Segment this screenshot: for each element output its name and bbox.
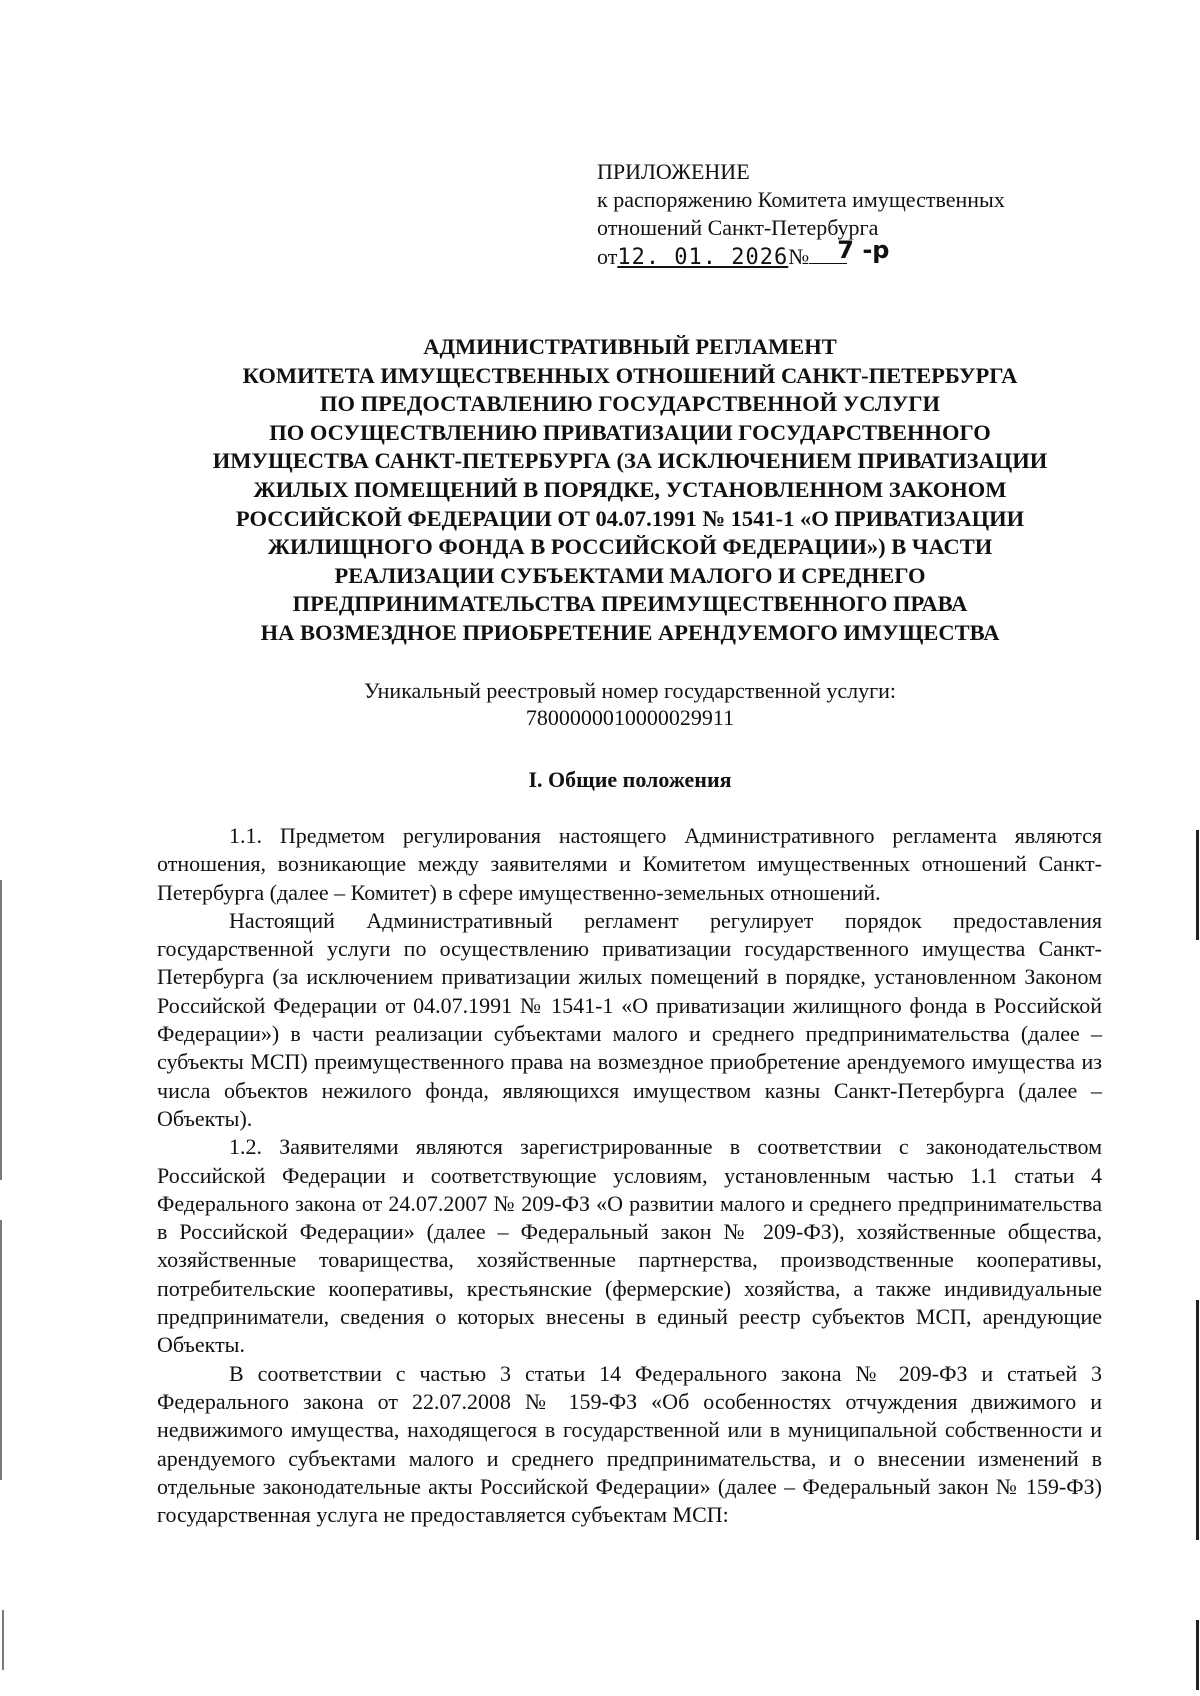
title-line: РЕАЛИЗАЦИИ СУБЪЕКТАМИ МАЛОГО И СРЕДНЕГО: [334, 562, 926, 588]
paragraph: В соответствии с частью 3 статьи 14 Федерального закона № 209-ФЗ и статьей 3 Федерального закона от 22.07.2008 № 159-ФЗ «Об особенностях отчуждения движимого и недвижимого имущества, находящегося в государственной или в муниципальной собственности и арендуемого субъектами малого и среднего предпринимательства, и о внесении изменений в отдельные законодательные акты Российской Федерации» (далее – Федеральный закон № 159-ФЗ) государственная услуга не предоставляется субъектам МСП:: [157, 1360, 1102, 1528]
scan-edge-mark: [1196, 1300, 1199, 1540]
paragraph: 1.2. Заявителями являются зарегистрированные в соответствии с законодательством Российской Федерации и соответствующие условиям, установленным частью 1.1 статьи 4 Федерального закона от 24.07.2007 № 209-ФЗ «О развитии малого и среднего предпринимательства в Российской Федерации» (далее – Федеральный закон № 209-ФЗ), хозяйственные общества, хозяйственные товарищества, хозяйственные партнерства, производственные кооперативы, потребительские кооперативы, крестьянские (фермерские) хозяйства, а также индивидуальные предприниматели, сведения о которых внесены в единый реестр субъектов МСП, арендующие Объекты.: [157, 1134, 1102, 1358]
title-line: ПРЕДПРИНИМАТЕЛЬСТВА ПРЕИМУЩЕСТВЕННОГО ПРАВА: [292, 591, 968, 617]
title-line: КОМИТЕТА ИМУЩЕСТВЕННЫХ ОТНОШЕНИЙ САНКТ-ПЕТЕРБУРГА: [242, 362, 1018, 388]
title-line: ПО ОСУЩЕСТВЛЕНИЮ ПРИВАТИЗАЦИИ ГОСУДАРСТВЕННОГО: [269, 419, 991, 445]
date-prefix: от: [597, 244, 618, 269]
order-number: 7 -р: [837, 236, 890, 264]
registry-block: [150, 677, 1110, 731]
title-line: ЖИЛИЩНОГО ФОНДА В РОССИЙСКОЙ ФЕДЕРАЦИИ») В ЧАСТИ: [267, 534, 993, 560]
order-date: 12. 01. 2026: [617, 245, 789, 270]
document-body: [157, 822, 1102, 1529]
document-title: [150, 333, 1110, 648]
appendix-block: [597, 158, 1117, 272]
paragraph: 1.1. Предметом регулирования настоящего Административного регламента являются отношения, возникающие между заявителями и Комитетом имущественных отношений Санкт-Петербурга (далее – Комитет) в сфере имущественно-земельных отношений.: [157, 823, 1102, 905]
title-line: ЖИЛЫХ ПОМЕЩЕНИЙ В ПОРЯДКЕ, УСТАНОВЛЕННОМ ЗАКОНОМ: [253, 476, 1007, 502]
title-line: НА ВОЗМЕЗДНОЕ ПРИОБРЕТЕНИЕ АРЕНДУЕМОГО ИМУЩЕСТВА: [260, 619, 1000, 645]
number-prefix: №: [788, 244, 810, 269]
order-date-number: [597, 236, 1117, 272]
scan-edge-mark: [1196, 830, 1199, 940]
paragraph: Настоящий Административный регламент регулирует порядок предоставления государственной услуги по осуществлению приватизации государственного имущества Санкт-Петербурга (за исключением приватизации жилых помещений в порядке, установленном Законом Российской Федерации от 04.07.1991 № 1541-1 «О приватизации жилищного фонда в Российской Федерации») в части реализации субъектами малого и среднего предпринимательства (далее – субъекты МСП) преимущественного права на возмездное приобретение арендуемого имущества из числа объектов нежилого фонда, являющихся имуществом казны Санкт-Петербурга (далее – Объекты).: [157, 907, 1102, 1131]
scan-edge-mark: [0, 1220, 2, 1480]
section-heading: I. Общие положения: [528, 767, 732, 792]
scan-edge-mark: [1196, 1620, 1199, 1690]
title-line: ПО ПРЕДОСТАВЛЕНИЮ ГОСУДАРСТВЕННОЙ УСЛУГИ: [319, 391, 941, 417]
appendix-line-2: отношений Санкт-Петербурга: [597, 215, 879, 240]
appendix-label: ПРИЛОЖЕНИЕ: [597, 159, 750, 184]
scan-edge-mark: [2, 1610, 4, 1670]
scan-edge-mark: [0, 880, 2, 1180]
appendix-line-1: к распоряжению Комитета имущественных: [597, 187, 1005, 212]
title-line: АДМИНИСТРАТИВНЫЙ РЕГЛАМЕНТ: [423, 334, 837, 359]
title-line: ИМУЩЕСТВА САНКТ-ПЕТЕРБУРГА (ЗА ИСКЛЮЧЕНИЕМ ПРИВАТИЗАЦИИ: [212, 448, 1048, 474]
title-line: РОССИЙСКОЙ ФЕДЕРАЦИИ ОТ 04.07.1991 № 1541-1 «О ПРИВАТИЗАЦИИ: [235, 505, 1025, 531]
registry-label: Уникальный реестровый номер государственной услуги:: [364, 678, 896, 703]
registry-number: 7800000010000029911: [525, 705, 735, 730]
